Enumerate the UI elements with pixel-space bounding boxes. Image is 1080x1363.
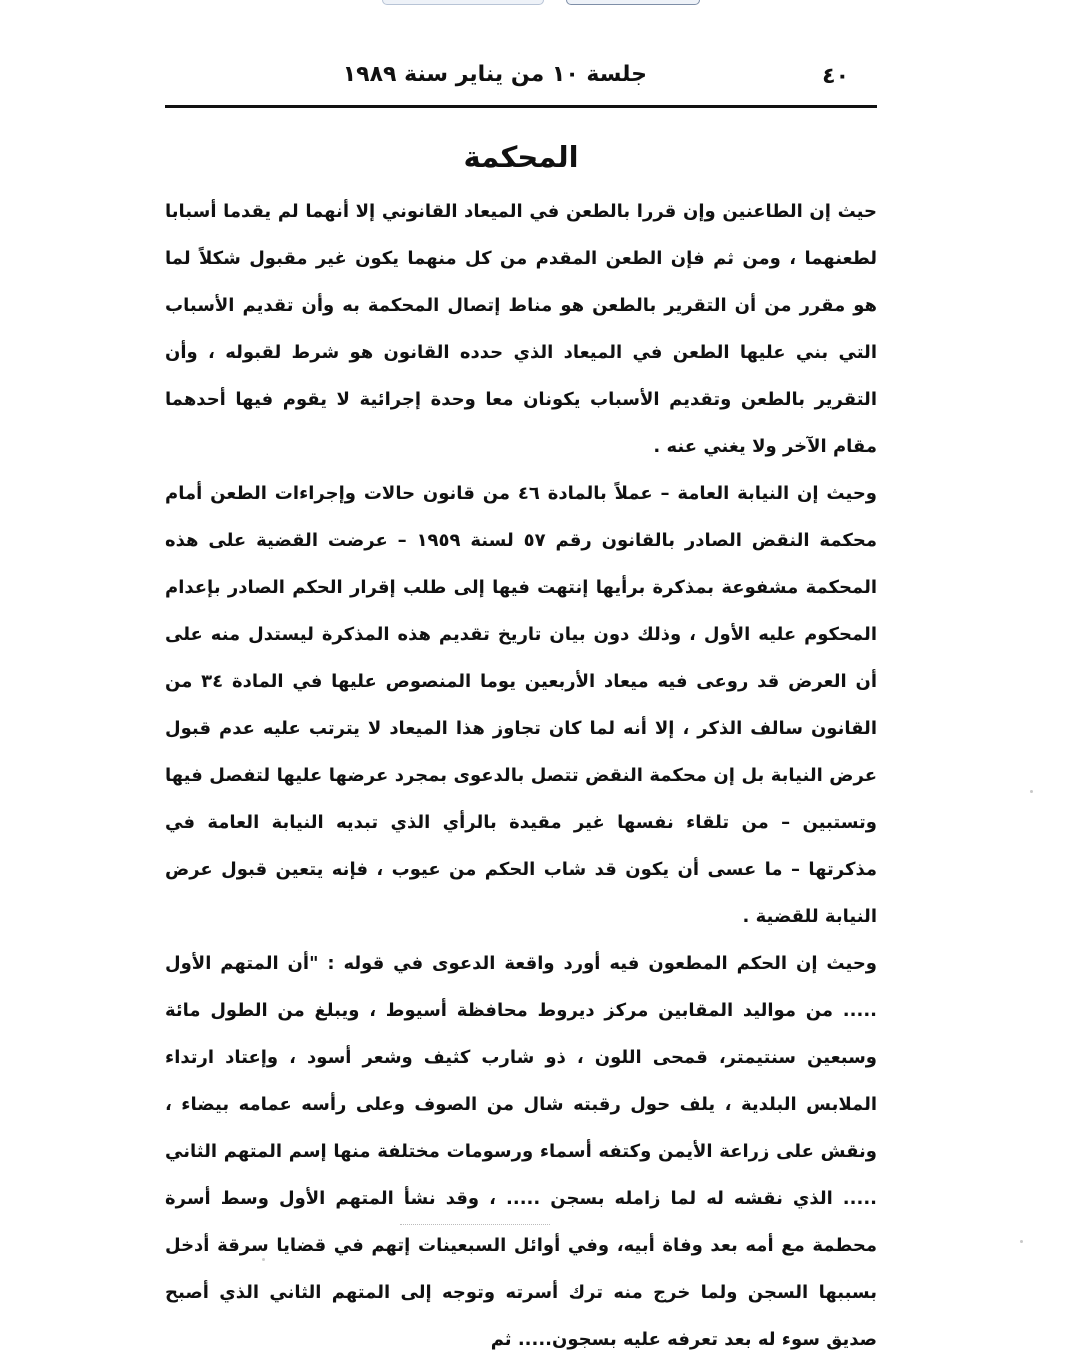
section-heading: المحكمة	[463, 140, 579, 174]
paragraph: وحيث إن الحكم المطعون فيه أورد واقعة الدعوى في قوله : "أن المتهم الأول ..... من مواليد المقابين مركز ديروط محافظة أسيوط ، ويبلغ من الطول مائة وسبعين سنتيمتر، قمحى اللون ، ذو شارب كثيف وشعر أسود ، وإعتاد ارتداء الملابس البلدية ، يلف حول رقبته شال من الصوف وعلى رأسه عمامه بيضاء ، ونقش على زراعة الأيمن وكتفه أسماء ورسومات مختلفة منها إسم المتهم الثاني ..... الذي نقشه له لما زامله بسجن ..... ، وقد نشأ المتهم الأول وسط أسرة محطمة مع أمه بعد وفاة أبيه، وفي أوائل السبعينات إتهم في قضايا سرقة أدخل بسببها السجن ولما خرج منه ترك أسرته وتوجه إلى المتهم الثاني الذي أصبح صديق سوء له بعد تعرفه عليه بسجون..... ثم	[165, 953, 877, 1350]
browser-tab-edge	[382, 0, 544, 5]
header-rule	[165, 105, 877, 108]
scan-speck	[1030, 790, 1033, 793]
scan-speck	[262, 1258, 265, 1261]
paragraph: حيث إن الطاعنين وإن قررا بالطعن في الميعاد القانوني إلا أنهما لم يقدما أسبابا لطعنهما ، ومن ثم فإن الطعن المقدم من كل منهما يكون غير مقبول شكلاً لما هو مقرر من أن التقرير بالطعن هو مناط إتصال المحكمة به وأن تقديم الأسباب التي بني عليها الطعن في الميعاد الذي حدده القانون هو شرط لقبوله ، وأن التقرير بالطعن وتقديم الأسباب يكونان معا وحدة إجرائية لا يقوم فيها أحدهما مقام الآخر ولا يغني عنه .	[165, 201, 877, 457]
page-number: ٤٠	[822, 64, 849, 89]
page-header	[165, 60, 877, 96]
browser-tab-edge-active	[566, 0, 700, 5]
scan-artifact	[400, 1224, 550, 1225]
document-page	[165, 60, 877, 1363]
paragraph: وحيث إن النيابة العامة – عملاً بالمادة ٤٦ من قانون حالات وإجراءات الطعن أمام محكمة النقض الصادر بالقانون رقم ٥٧ لسنة ١٩٥٩ – عرضت القضية على هذه المحكمة مشفوعة بمذكرة برأيها إنتهت فيها إلى طلب إقرار الحكم الصادر بإعدام المحكوم عليه الأول ، وذلك دون بيان تاريخ تقديم هذه المذكرة ليستدل منه على أن العرض قد روعى فيه ميعاد الأربعين يوما المنصوص عليها في المادة ٣٤ من القانون سالف الذكر ، إلا أنه لما كان تجاوز هذا الميعاد لا يترتب عليه عدم قبول عرض النيابة بل إن محكمة النقض تتصل بالدعوى بمجرد عرضها عليها لتفصل فيها وتستبين – من تلقاء نفسها غير مقيدة بالرأي الذي تبديه النيابة العامة في مذكرتها – ما عسى أن يكون قد شاب الحكم من عيوب ، فإنه يتعين قبول عرض النيابة للقضية .	[165, 483, 878, 927]
body-text	[165, 188, 877, 1363]
scan-speck	[1020, 1240, 1023, 1243]
running-title: جلسة ١٠ من يناير سنة ١٩٨٩	[342, 62, 647, 87]
